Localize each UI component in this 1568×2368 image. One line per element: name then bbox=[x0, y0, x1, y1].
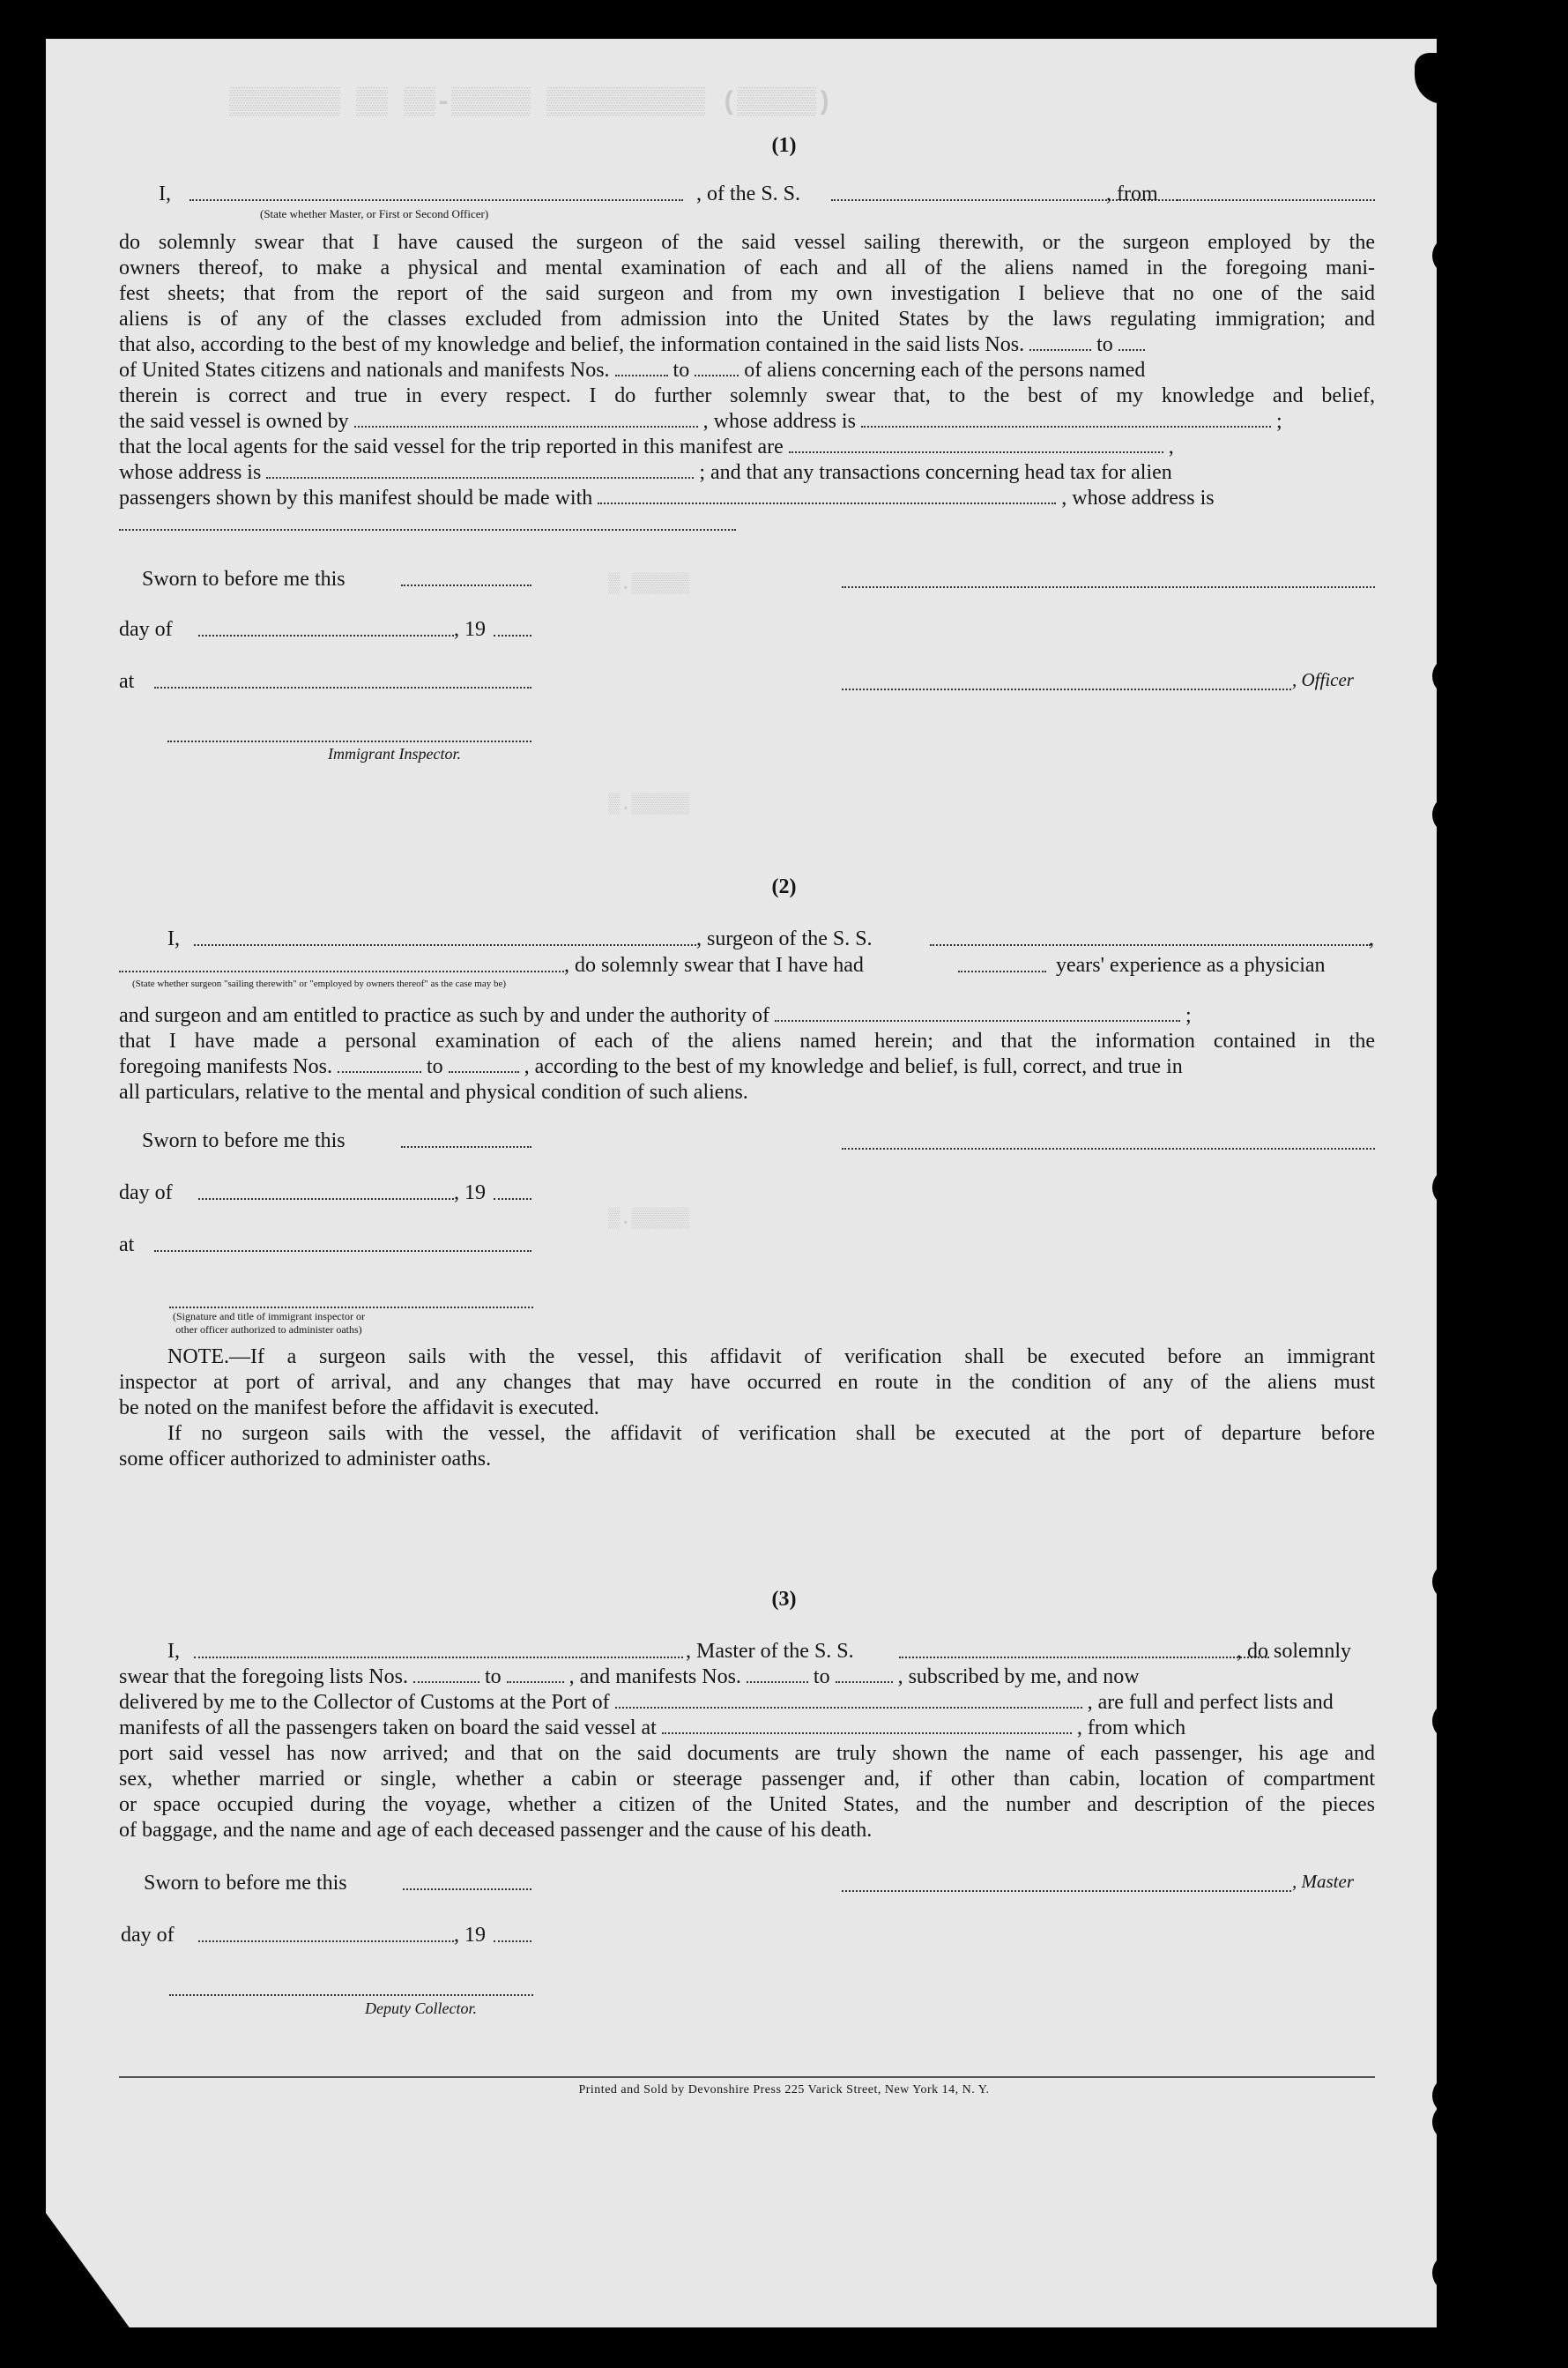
bleed-through-header: ▒▒▒▒▒▒▒ ▒▒ ▒▒-▒▒▒▒▒ ▒▒▒▒▒▒▒▒▒▒ (▒▒▒▒▒) bbox=[229, 88, 833, 118]
authority-field[interactable] bbox=[775, 1004, 1180, 1022]
lists-to-field[interactable] bbox=[507, 1665, 564, 1683]
punch-hole bbox=[1437, 263, 1475, 302]
year-label: , 19 bbox=[454, 1924, 486, 1947]
sworn-label: Sworn to before me this bbox=[142, 568, 346, 591]
made-with-label: passengers shown by this manifest should be made with bbox=[119, 487, 593, 510]
paragraph-line bbox=[119, 358, 1375, 383]
whose-address-label: whose address is bbox=[119, 461, 262, 484]
master-signature-field[interactable] bbox=[842, 1873, 1291, 1892]
authority-label: and surgeon and am entitled to practice as such by and under the authority of bbox=[119, 1004, 769, 1027]
paragraph-line: or space occupied during the voyage, whether a citizen of the United States, and the number and description of the pieces bbox=[119, 1793, 1375, 1816]
to-label: to bbox=[813, 1665, 830, 1688]
manifests-from-field[interactable] bbox=[615, 359, 668, 376]
paragraph-line: therein is correct and true in every respect. I do further solemnly swear that, to the best of my knowledge and belief, bbox=[119, 384, 1375, 407]
punch-hole bbox=[1432, 1702, 1471, 1740]
day-of-label: day of bbox=[119, 618, 173, 641]
at-place-field[interactable] bbox=[154, 1234, 531, 1252]
port-of-label: delivered by me to the Collector of Customs at the Port of bbox=[119, 1691, 610, 1714]
paragraph-line: of baggage, and the name and age of each deceased passenger and the cause of his death. bbox=[119, 1819, 873, 1842]
head-tax-address-field[interactable] bbox=[119, 511, 736, 531]
deputy-collector-label: Deputy Collector. bbox=[365, 1999, 477, 2017]
day-of-field[interactable] bbox=[198, 1182, 454, 1200]
sworn-label: Sworn to before me this bbox=[144, 1872, 347, 1895]
signature-caption: (Signature and title of immigrant inspector or other officer authorized to administer oaths) bbox=[173, 1310, 365, 1336]
lists-from-field[interactable] bbox=[1029, 333, 1091, 351]
from-which-label: , from which bbox=[1076, 1716, 1186, 1739]
lists-from-field[interactable] bbox=[413, 1665, 479, 1683]
lists-to-field[interactable] bbox=[1118, 333, 1145, 351]
footer-divider bbox=[119, 2076, 1375, 2078]
section-1-caption: (State whether Master, or First or Second Officer) bbox=[260, 207, 489, 220]
bleed-through-column: ▒.▒▒▒▒▒ bbox=[608, 573, 690, 595]
paragraph-line: sex, whether married or single, whether a cabin or steerage passenger and, if other than cabin, location of compartment bbox=[119, 1768, 1375, 1791]
surgeon-name-field[interactable] bbox=[194, 928, 696, 946]
year-field[interactable] bbox=[494, 619, 531, 637]
full-perfect-label: , are full and perfect lists and bbox=[1087, 1691, 1334, 1714]
section-2-number: (2) bbox=[771, 875, 797, 898]
lists-nos-label: that also, according to the best of my knowledge and belief, the information contained in the said lists Nos. bbox=[119, 333, 1025, 356]
year-field[interactable] bbox=[494, 1182, 531, 1200]
paragraph-line bbox=[119, 460, 1375, 486]
i-label: I, bbox=[167, 1640, 180, 1663]
year-label: , 19 bbox=[454, 1181, 486, 1204]
bleed-through-column: ▒.▒▒▒▒▒ bbox=[608, 1208, 690, 1230]
day-of-field[interactable] bbox=[198, 1925, 454, 1942]
surgeon-vessel-field[interactable] bbox=[930, 928, 1371, 946]
paragraph-line: fest sheets; that from the report of the said surgeon and from my own investigation I believe that no one of the said bbox=[119, 282, 1375, 305]
port-field[interactable] bbox=[615, 1691, 1082, 1709]
paragraph-line bbox=[119, 332, 1375, 358]
inspector-signature-field[interactable] bbox=[167, 723, 531, 742]
paragraph-line: owners thereof, to make a physical and mental examination of each and all of the aliens named in the foregoing mani- bbox=[119, 257, 1375, 279]
paragraph-line bbox=[119, 1664, 1375, 1690]
manifests-to-field[interactable] bbox=[695, 359, 739, 376]
paragraph-line: aliens is of any of the classes excluded from admission into the United States by the laws regulating immigration; and bbox=[119, 308, 1375, 331]
officer-label: , Officer bbox=[1292, 669, 1354, 690]
note-paragraph bbox=[119, 1344, 1375, 1472]
manifests-nos-label: foregoing manifests Nos. bbox=[119, 1055, 332, 1078]
comma: , bbox=[1168, 436, 1174, 458]
owner-address-field[interactable] bbox=[861, 410, 1271, 428]
local-agents-field[interactable] bbox=[789, 436, 1163, 453]
do-solemnly-label: , do solemnly bbox=[1237, 1640, 1351, 1663]
do-solemnly-label: , do solemnly swear that I have had bbox=[564, 954, 864, 977]
officer-name-field[interactable] bbox=[189, 183, 683, 201]
agents-address-field[interactable] bbox=[266, 461, 694, 479]
lists-nos-label: swear that the foregoing lists Nos. bbox=[119, 1665, 408, 1688]
officer-title-field[interactable] bbox=[842, 671, 1291, 690]
officer-signature-field[interactable] bbox=[842, 569, 1375, 588]
years-experience-field[interactable] bbox=[958, 955, 1046, 972]
manifests-from-field[interactable] bbox=[747, 1665, 808, 1683]
deputy-collector-signature-field[interactable] bbox=[169, 1977, 533, 1996]
aliens-concerning-label: of aliens concerning each of the persons named bbox=[744, 359, 1146, 382]
at-label: at bbox=[119, 1233, 135, 1256]
section-2-caption: (State whether surgeon "sailing therewith" or "employed by owners thereof" as the case may be) bbox=[132, 979, 507, 989]
paragraph-line bbox=[119, 1716, 1375, 1741]
bleed-through-column: ▒.▒▒▒▒▒ bbox=[608, 793, 690, 815]
from-port-field[interactable] bbox=[1177, 183, 1375, 201]
sworn-date-field[interactable] bbox=[403, 1873, 531, 1890]
section-2-paragraph bbox=[119, 1003, 1375, 1106]
punch-hole bbox=[1432, 795, 1471, 834]
sworn-label: Sworn to before me this bbox=[142, 1129, 346, 1152]
section-3-paragraph bbox=[119, 1664, 1375, 1843]
owner-field[interactable] bbox=[354, 410, 698, 428]
and-manifests-label: , and manifests Nos. bbox=[568, 1665, 741, 1688]
to-label: to bbox=[673, 359, 690, 382]
year-field[interactable] bbox=[494, 1925, 531, 1942]
owned-by-label: the said vessel is owned by bbox=[119, 410, 349, 433]
semicolon: ; bbox=[1185, 1004, 1192, 1027]
punch-hole bbox=[1432, 2103, 1471, 2141]
day-of-label: day of bbox=[119, 1181, 173, 1204]
paragraph-line: port said vessel has now arrived; and that on the said documents are truly shown the name of each passenger, his age and bbox=[119, 1742, 1375, 1765]
to-label: to bbox=[426, 1055, 443, 1078]
paragraph-line: do solemnly swear that I have caused the surgeon of the said vessel sailing therewith, or the surgeon employed by the bbox=[119, 231, 1375, 254]
surgeon-of-ss-label: , surgeon of the S. S. bbox=[696, 927, 873, 950]
head-tax-party-field[interactable] bbox=[598, 487, 1056, 504]
note-line: If no surgeon sails with the vessel, the affidavit of verification shall be executed at the port of departure before bbox=[167, 1422, 1375, 1445]
day-of-field[interactable] bbox=[198, 619, 454, 637]
paragraph-line bbox=[119, 1054, 1375, 1080]
at-place-field[interactable] bbox=[154, 671, 531, 689]
subscribed-label: , subscribed by me, and now bbox=[897, 1665, 1140, 1688]
from-label: , from bbox=[1106, 182, 1158, 205]
master-of-ss-label: , Master of the S. S. bbox=[686, 1640, 854, 1663]
master-name-field[interactable] bbox=[194, 1641, 683, 1658]
of-the-ss-label: , of the S. S. bbox=[696, 182, 801, 205]
punch-hole bbox=[1432, 1168, 1471, 1207]
i-label: I, bbox=[159, 182, 171, 205]
punch-hole bbox=[1432, 2253, 1471, 2292]
year-label: , 19 bbox=[454, 618, 486, 641]
according-label: , according to the best of my knowledge and belief, is full, correct, and true in bbox=[524, 1055, 1183, 1078]
printer-footer: Printed and Sold by Devonshire Press 225 Varick Street, New York 14, N. Y. bbox=[578, 2083, 990, 2096]
paragraph-line bbox=[119, 435, 1375, 460]
local-agents-label: that the local agents for the said vessel for the trip reported in this manifest are bbox=[119, 436, 784, 458]
head-tax-label: ; and that any transactions concerning head tax for alien bbox=[699, 461, 1172, 484]
years-experience-label: years' experience as a physician bbox=[1056, 954, 1326, 977]
paragraph-line bbox=[119, 1003, 1375, 1029]
whose-address-label: , whose address is bbox=[1061, 487, 1215, 510]
paragraph-line: that I have made a personal examination of each of the aliens named herein; and that the information contained in the bbox=[119, 1030, 1375, 1053]
note-line: NOTE.—If a surgeon sails with the vessel, this affidavit of verification shall be executed before an immigrant bbox=[167, 1345, 1375, 1368]
master-label: , Master bbox=[1292, 1871, 1354, 1892]
surgeon-status-field[interactable] bbox=[119, 955, 564, 972]
manifests-from-field[interactable] bbox=[338, 1055, 421, 1073]
to-label: to bbox=[1096, 333, 1113, 356]
inspector-label: Immigrant Inspector. bbox=[328, 745, 461, 763]
to-label: to bbox=[484, 1665, 502, 1688]
note-line: some officer authorized to administer oaths. bbox=[119, 1448, 492, 1471]
vessel-name-field[interactable] bbox=[831, 183, 1223, 201]
section-3-number: (3) bbox=[771, 1588, 797, 1611]
sworn-date-field[interactable] bbox=[401, 1130, 531, 1148]
master-vessel-field[interactable] bbox=[899, 1641, 1269, 1658]
paragraph-line bbox=[119, 409, 1375, 435]
signature-field[interactable] bbox=[169, 1289, 533, 1308]
semicolon: ; bbox=[1275, 410, 1282, 433]
day-of-label: day of bbox=[121, 1924, 175, 1947]
sworn-date-field[interactable] bbox=[401, 569, 531, 586]
whose-address-label: , whose address is bbox=[702, 410, 856, 433]
note-line: inspector at port of arrival, and any changes that may have occurred en route in the condition of any of the aliens must bbox=[119, 1371, 1375, 1394]
paragraph-line: all particulars, relative to the mental and physical condition of such aliens. bbox=[119, 1081, 748, 1104]
departure-port-field[interactable] bbox=[662, 1716, 1072, 1734]
section-1-paragraph bbox=[119, 230, 1375, 511]
at-label: at bbox=[119, 670, 135, 693]
taken-on-board-label: manifests of all the passengers taken on board the said vessel at bbox=[119, 1716, 657, 1739]
i-label: I, bbox=[167, 927, 180, 950]
manifests-to-field[interactable] bbox=[449, 1055, 519, 1073]
paragraph-line bbox=[119, 486, 1375, 511]
comma: , bbox=[1369, 927, 1374, 950]
note-line: be noted on the manifest before the affidavit is executed. bbox=[119, 1396, 599, 1419]
manifests-nos-label: of United States citizens and nationals and manifests Nos. bbox=[119, 359, 610, 382]
surgeon-signature-field[interactable] bbox=[842, 1130, 1375, 1150]
section-1-number: (1) bbox=[771, 134, 797, 157]
manifests-to-field[interactable] bbox=[836, 1665, 893, 1683]
punch-hole bbox=[1432, 657, 1471, 696]
paragraph-line bbox=[119, 1690, 1375, 1716]
